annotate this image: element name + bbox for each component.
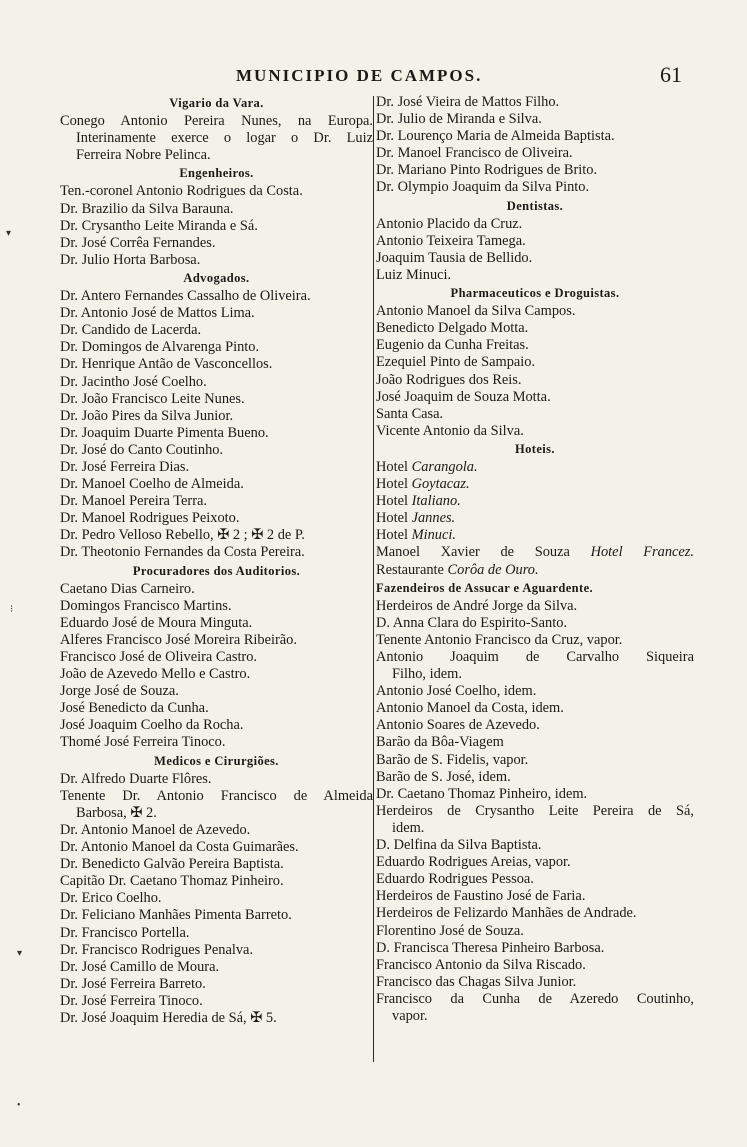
list-item: Thomé José Ferreira Tinoco. [60, 734, 226, 751]
list-item: Filho, idem. [392, 666, 462, 683]
list-item: Interinamente exerce o logar o Dr. Luiz [76, 130, 373, 147]
list-item: Dr. Benedicto Galvão Pereira Baptista. [60, 856, 284, 873]
list-item: D. Anna Clara do Espirito-Santo. [376, 614, 568, 631]
list-item: Dr. Julio Horta Barbosa. [60, 251, 201, 268]
list-item: Antonio Placido da Cruz. [376, 215, 523, 232]
list-item: Antonio Manoel da Silva Campos. [376, 303, 576, 320]
list-item: Barão de S. José, idem. [376, 768, 511, 785]
page-header [0, 62, 747, 92]
list-item: Dr. Antonio Manoel de Azevedo. [60, 821, 251, 838]
list-item: Dr. Erico Coelho. [60, 890, 162, 907]
list-item: Dr. Lourenço Maria de Almeida Baptista. [376, 128, 615, 145]
list-item: Vicente Antonio da Silva. [376, 422, 524, 439]
list-item: Ezequiel Pinto de Sampaio. [376, 354, 536, 371]
list-item: Dr. Candido de Lacerda. [60, 322, 202, 339]
section-heading-procuradores: Procuradores dos Auditorios. [132, 563, 301, 578]
page-title: MUNICIPIO DE CAMPOS. [236, 66, 483, 85]
list-item: Dr. Antonio José de Mattos Lima. [60, 305, 255, 322]
list-item: Dr. José Joaquim Heredia de Sá, ✠ 5. [60, 1009, 277, 1026]
list-item: Hotel Italiano. [376, 493, 461, 510]
list-item: Francisco da Cunha de Azeredo Coutinho, [376, 990, 694, 1007]
list-item: Dr. Julio de Miranda e Silva. [376, 111, 542, 128]
section-heading-advogados: Advogados. [183, 270, 250, 285]
list-item: Herdeiros de Felizardo Manhães de Andrade. [376, 905, 637, 922]
list-item: Dr. José Ferreira Dias. [60, 458, 190, 475]
list-item: Domingos Francisco Martins. [60, 597, 232, 614]
list-item: Antonio Teixeira Tamega. [376, 232, 526, 249]
list-item: Alferes Francisco José Moreira Ribeirão. [60, 631, 297, 648]
list-item: Dr. José Ferreira Tinoco. [60, 992, 203, 1009]
left-column [60, 94, 373, 1027]
list-item: Dr. Brazilio da Silva Barauna. [60, 200, 234, 217]
list-item: Dr. José Camillo de Moura. [60, 958, 220, 975]
list-item: Restaurante Corôa de Ouro. [376, 561, 539, 578]
list-item: Ferreira Nobre Pelinca. [76, 147, 211, 164]
list-item: Eduardo José de Moura Minguta. [60, 614, 253, 631]
list-item: Hotel Goytacaz. [376, 476, 470, 493]
list-item: Tenente Dr. Antonio Francisco de Almeida [60, 787, 373, 804]
section-heading-fazendeiros: Fazendeiros de Assucar e Aguardente. [376, 580, 594, 595]
list-item: Dr. Jacintho José Coelho. [60, 373, 207, 390]
margin-mark: ▾ [6, 228, 12, 239]
list-item: Dr. Manoel Pereira Terra. [60, 493, 207, 510]
right-column [376, 94, 694, 1025]
list-item: Dr. Manoel Rodrigues Peixoto. [60, 510, 240, 527]
list-item: Dr. Henrique Antão de Vasconcellos. [60, 356, 273, 373]
list-item: Ten.-coronel Antonio Rodrigues da Costa. [60, 183, 303, 200]
list-item: Antonio Manoel da Costa, idem. [376, 700, 564, 717]
list-item: Barbosa, ✠ 2. [76, 804, 157, 821]
list-item: Dr. Feliciano Manhães Pimenta Barreto. [60, 907, 292, 924]
list-item: Francisco Antonio da Silva Riscado. [376, 956, 586, 973]
list-item: Luiz Minuci. [376, 266, 452, 283]
list-item: João de Azevedo Mello e Castro. [60, 666, 251, 683]
list-item: Florentino José de Souza. [376, 922, 524, 939]
list-item: Dr. José Corrêa Fernandes. [60, 234, 216, 251]
margin-mark: • [17, 1100, 21, 1111]
list-item: Francisco José de Oliveira Castro. [60, 649, 258, 665]
list-item: Capitão Dr. Caetano Thomaz Pinheiro. [60, 873, 284, 890]
list-item: Eugenio da Cunha Freitas. [376, 337, 529, 354]
list-item: Eduardo Rodrigues Pessoa. [376, 871, 534, 888]
column-divider [373, 96, 374, 1062]
section-heading-vigario: Vigario da Vara. [169, 96, 264, 110]
list-item: Dr. Caetano Thomaz Pinheiro, idem. [376, 785, 588, 802]
list-item: Hotel Minuci. [376, 527, 456, 544]
list-item: Dr. Manoel Coelho de Almeida. [60, 476, 244, 493]
list-item: Dr. Crysantho Leite Miranda e Sá. [60, 217, 258, 234]
list-item: Dr. Alfredo Duarte Flôres. [60, 770, 212, 787]
list-item: Dr. Antero Fernandes Cassalho de Oliveira. [60, 288, 311, 305]
list-item: Barão de S. Fidelis, vapor. [376, 751, 529, 768]
list-item: Dr. Francisco Rodrigues Penalva. [60, 941, 254, 958]
section-heading-dentistas: Dentistas. [506, 198, 564, 213]
list-item: João Rodrigues dos Reis. [376, 371, 522, 388]
section-heading-medicos: Medicos e Cirurgiões. [154, 753, 279, 768]
list-item: Herdeiros de André Jorge da Silva. [376, 597, 578, 614]
list-item: Herdeiros de Faustino José de Faria. [376, 888, 586, 905]
list-item: Santa Casa. [376, 405, 444, 422]
list-item: Conego Antonio Pereira Nunes, na Europa. [60, 113, 373, 130]
list-item: D. Francisca Theresa Pinheiro Barbosa. [376, 939, 605, 956]
list-item: Dr. Antonio Manoel da Costa Guimarães. [60, 839, 299, 856]
list-item: Dr. Mariano Pinto Rodrigues de Brito. [376, 162, 598, 179]
list-item: vapor. [392, 1007, 428, 1024]
page-number: 61 [660, 62, 682, 87]
list-item: Caetano Dias Carneiro. [60, 580, 195, 597]
list-item: Dr. Domingos de Alvarenga Pinto. [60, 339, 260, 356]
list-item: Dr. Manoel Francisco de Oliveira. [376, 145, 573, 162]
list-item: José Joaquim de Souza Motta. [376, 388, 551, 405]
list-item: Dr. José do Canto Coutinho. [60, 441, 224, 458]
list-item: Dr. Pedro Velloso Rebello, ✠ 2 ; ✠ 2 de P. [60, 527, 305, 544]
list-item: Dr. João Francisco Leite Nunes. [60, 390, 245, 407]
list-item: idem. [392, 819, 425, 836]
list-item: Dr. Theotonio Fernandes da Costa Pereira. [60, 544, 305, 561]
list-item: Joaquim Tausia de Bellido. [376, 249, 533, 266]
list-item: Dr. Joaquim Duarte Pimenta Bueno. [60, 424, 269, 441]
list-item: Dr. João Pires da Silva Junior. [60, 407, 234, 424]
list-item: José Benedicto da Cunha. [60, 700, 209, 717]
list-item: Hotel Jannes. [376, 510, 456, 527]
list-item: Dr. José Vieira de Mattos Filho. [376, 94, 560, 110]
list-item: José Joaquim Coelho da Rocha. [60, 717, 244, 734]
list-item: D. Delfina da Silva Baptista. [376, 837, 542, 854]
list-item: Francisco das Chagas Silva Junior. [376, 973, 577, 990]
list-item: Dr. José Ferreira Barreto. [60, 975, 206, 992]
list-item: Hotel Carangola. [376, 458, 478, 475]
list-item: Jorge José de Souza. [60, 683, 179, 700]
list-item: Eduardo Rodrigues Areias, vapor. [376, 854, 571, 871]
margin-mark: ⁝ [10, 604, 14, 615]
list-item: Dr. Francisco Portella. [60, 924, 190, 941]
section-heading-engenheiros: Engenheiros. [179, 166, 254, 181]
list-item: Manoel Xavier de Souza Hotel Francez. [376, 544, 694, 561]
list-item: Barão da Bôa-Viagem [376, 734, 504, 751]
list-item: Antonio José Coelho, idem. [376, 683, 537, 700]
margin-mark: ▾ [17, 948, 23, 959]
section-heading-hoteis: Hoteis. [515, 441, 555, 456]
list-item: Dr. Olympio Joaquim da Silva Pinto. [376, 179, 590, 196]
list-item: Benedicto Delgado Motta. [376, 320, 529, 337]
list-item: Antonio Joaquim de Carvalho Siqueira [376, 649, 694, 665]
list-item: Antonio Soares de Azevedo. [376, 717, 540, 734]
list-item: Herdeiros de Crysantho Leite Pereira de Sá, [376, 802, 694, 819]
section-heading-pharmaceuticos: Pharmaceuticos e Droguistas. [450, 286, 620, 301]
list-item: Tenente Antonio Francisco da Cruz, vapor. [376, 631, 623, 648]
